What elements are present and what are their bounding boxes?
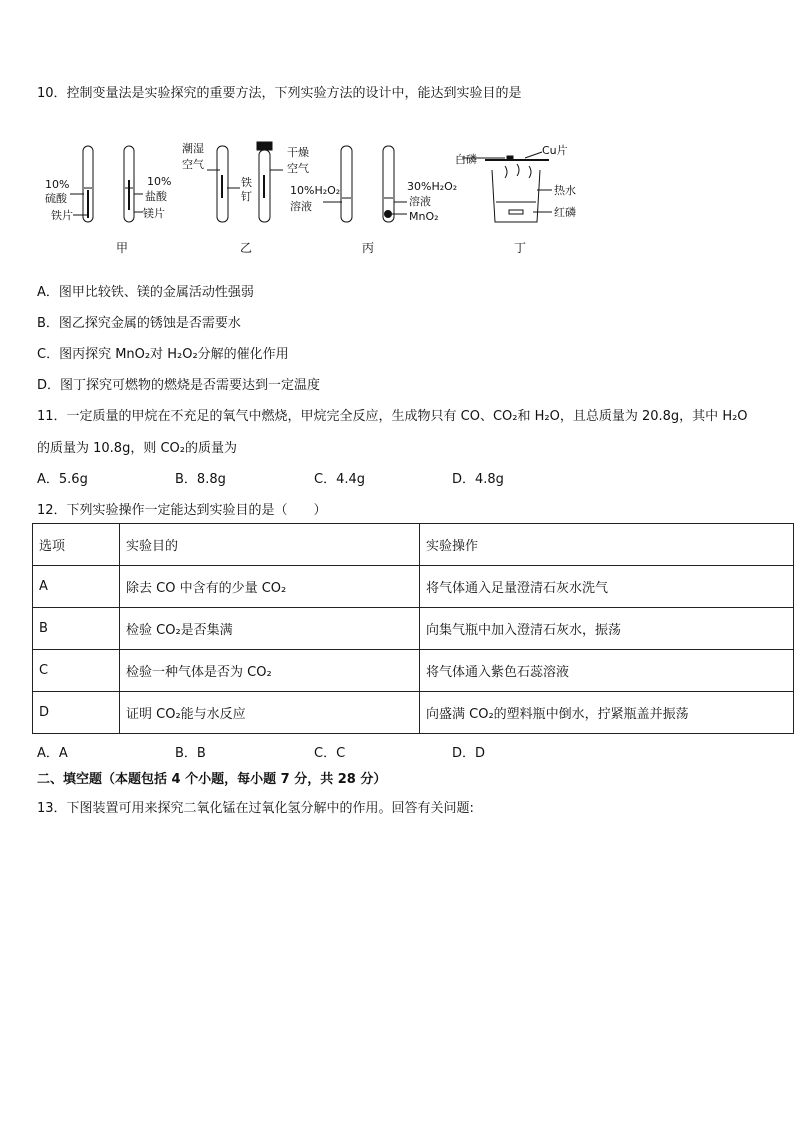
table-cell: D [33,692,120,734]
jia-label-10pct-right: 10% [147,175,172,188]
ding-label-cu: Cu片 [542,144,568,157]
table-row [33,566,794,608]
ding-label-white-p: 白磷 [455,153,477,166]
bing-label-10pct: 10%H₂O₂ [290,184,341,197]
table-row [33,608,794,650]
ding-caption: 丁 [514,241,527,255]
q11-option-b: B．8.8g [175,472,226,487]
table-cell: 向集气瓶中加入澄清石灰水，振荡 [420,608,794,650]
q10-option-d: D．图丁探究可燃物的燃烧是否需要达到一定温度 [37,378,321,393]
table-row [33,650,794,692]
table-row [33,692,794,734]
bing-label-mno2: MnO₂ [409,210,439,223]
question-11-stem-line1: 11．一定质量的甲烷在不充足的氧气中燃烧，甲烷完全反应，生成物只有 CO、CO₂和 H₂O，且总质量为 20.8g，其中 H₂O [37,409,748,424]
q12-option-d: D．D [452,746,486,761]
jia-caption: 甲 [116,241,129,255]
yi-label-tie: 铁 [241,176,252,189]
table-cell: 除去 CO 中含有的少量 CO₂ [120,566,420,608]
question-10-stem: 10．控制变量法是实验探究的重要方法，下列实验方法的设计中，能达到实验目的是 [37,86,522,101]
table-cell: 将气体通入紫色石蕊溶液 [420,650,794,692]
q11-options [37,468,637,486]
bing-label-sol2: 溶液 [409,195,431,208]
q12-option-a: A．A [37,746,68,761]
q11-option-c: C．4.4g [314,472,366,487]
table-header: 实验目的 [120,524,420,566]
table-cell: 证明 CO₂能与水反应 [120,692,420,734]
q10-option-a: A．图甲比较铁、镁的金属活动性强弱 [37,285,254,300]
q12-table [32,523,794,734]
jia-label-sulfuric: 硫酸 [45,192,67,205]
yi-label-air1: 空气 [182,158,204,171]
bing-label-sol1: 溶液 [290,200,312,213]
yi-label-wet: 潮湿 [182,142,204,155]
table-header-row [33,524,794,566]
q12-options [37,742,637,760]
yi-label-air2: 空气 [287,162,309,175]
table-cell: C [33,650,120,692]
q10-option-b: B．图乙探究金属的锈蚀是否需要水 [37,316,241,331]
q12-option-b: B．B [175,746,206,761]
ding-label-hot-water: 热水 [554,184,576,197]
jia-label-iron: 铁片 [51,209,73,222]
ding-label-red-p: 红磷 [554,206,576,219]
table-cell: 检验一种气体是否为 CO₂ [120,650,420,692]
question-11-stem-line2: 的质量为 10.8g，则 CO₂的质量为 [37,441,237,456]
question-12-stem: 12．下列实验操作一定能达到实验目的是（ ） [37,503,327,518]
yi-label-ding: 钉 [241,190,252,203]
table-cell: 将气体通入足量澄清石灰水洗气 [420,566,794,608]
q12-option-c: C．C [314,746,346,761]
jia-label-mg: 镁片 [143,207,165,220]
section-2-title: 二、填空题（本题包括 4 个小题，每小题 7 分，共 28 分） [37,772,387,787]
jia-label-hcl: 盐酸 [145,190,167,203]
table-cell: 检验 CO₂是否集满 [120,608,420,650]
q11-option-a: A．5.6g [37,472,88,487]
yi-caption: 乙 [240,241,253,255]
question-10-figure [37,130,597,260]
yi-label-dry: 干燥 [287,146,309,159]
jia-label-10pct-left: 10% [45,178,70,191]
table-cell: 向盛满 CO₂的塑料瓶中倒水，拧紧瓶盖并振荡 [420,692,794,734]
table-cell: B [33,608,120,650]
table-header: 实验操作 [420,524,794,566]
q10-option-c: C．图丙探究 MnO₂对 H₂O₂分解的催化作用 [37,347,289,362]
table-cell: A [33,566,120,608]
question-13-stem: 13．下图装置可用来探究二氧化锰在过氧化氢分解中的作用。回答有关问题: [37,801,474,816]
bing-caption: 丙 [362,241,375,255]
bing-label-30pct: 30%H₂O₂ [407,180,458,193]
table-header: 选项 [33,524,120,566]
q11-option-d: D．4.8g [452,472,504,487]
